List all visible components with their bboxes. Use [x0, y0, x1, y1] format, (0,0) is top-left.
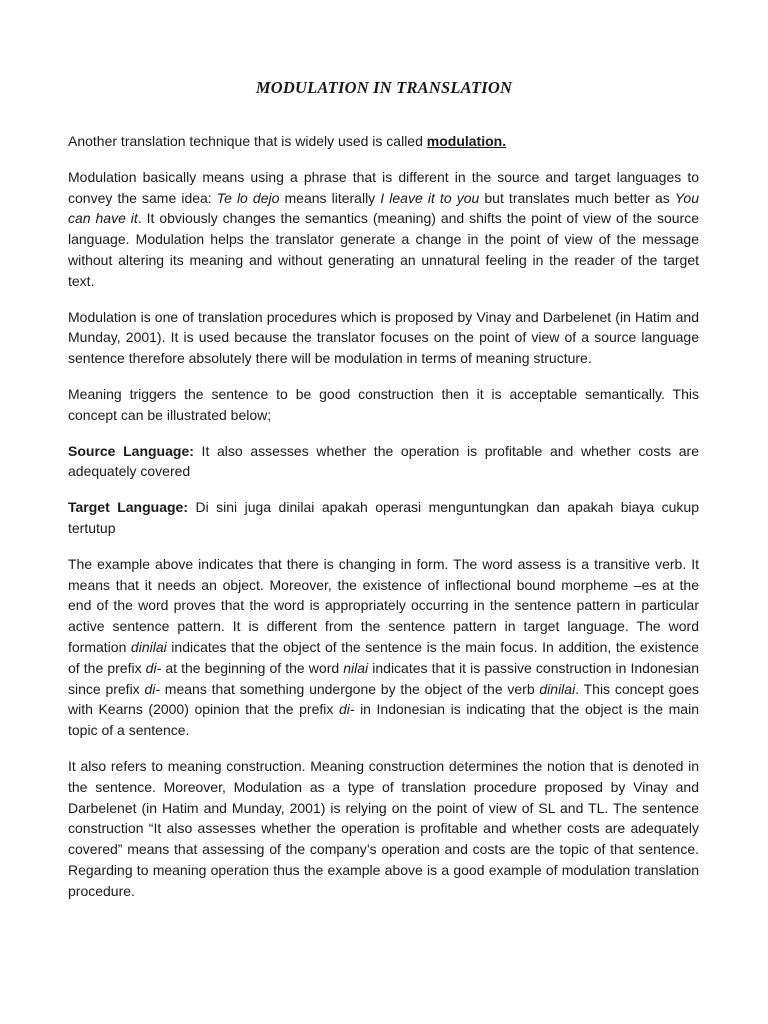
paragraph-meaning: Meaning triggers the sentence to be good construction then it is acceptable semantically. This concept can be illustrated below;: [68, 385, 699, 423]
text-segment: indicates that it is passive construction in Indonesian since prefix: [68, 659, 700, 697]
text-segment: . This concept goes with Kearns (2000) opinion that the prefix: [68, 680, 699, 718]
source-language-label: Source Language:: [68, 442, 194, 459]
italic-term: dinilai: [130, 638, 167, 655]
paragraph-conclusion: It also refers to meaning construction. Meaning construction determines the notion that is denoted in the sentence. Moreover, Modulation as a type of translation procedure proposed by Vinay and Darbelenet (in Hatim and Munday, 2001) is relying on the point of view of SL and TL. The sentence construction “It also assesses whether the operation is profitable and whether costs are adequately covered” means that assessing of the company’s operation and costs are the topic of that sentence. Regarding to meaning operation thus the example above is a good example of modulation translation procedure.: [68, 757, 699, 899]
term-modulation: modulation.: [426, 133, 507, 149]
italic-term: dinilai: [539, 680, 576, 697]
italic-term: di-: [145, 659, 162, 676]
italic-example-literal: I leave it to you: [380, 189, 480, 206]
italic-example-translation: You can have it: [68, 189, 699, 227]
italic-term: nilai: [343, 659, 369, 676]
source-language-text: It also assesses whether the operation is profitable and whether costs are adequately covered: [68, 442, 700, 480]
target-language-text: Di sini juga dinilai apakah operasi menguntungkan dan apakah biaya cukup tertutup: [68, 499, 699, 536]
paragraph-source-language: [68, 441, 699, 483]
text-segment: means literally: [279, 189, 381, 206]
italic-example-spanish: Te lo dejo: [216, 189, 280, 206]
text-segment: indicates that the object of the sentence is the main focus. In addition, the existence of the prefix: [68, 638, 699, 676]
text-segment: but translates much better as: [479, 189, 675, 206]
paragraph-analysis: [68, 554, 699, 741]
paragraph-target-language: [68, 497, 699, 539]
text-segment: The example above indicates that there is changing in form. The word assess is a transitive verb. It means that it needs an object. Moreover, the existence of inflectional bound morpheme –es at the end of the word proves that the word is appropriately occurring in the sentence pattern in particular active sentence pattern. It is different from the sentence pattern in target language. The word formation: [68, 555, 699, 655]
document-body: [68, 131, 699, 917]
paragraph-intro: [68, 131, 699, 152]
text-segment: means that something undergone by the object of the verb: [160, 680, 540, 697]
italic-term: di-: [338, 701, 355, 718]
italic-term: di-: [144, 680, 161, 697]
target-language-label: Target Language:: [68, 499, 188, 516]
text-segment: . It obviously changes the semantics (meaning) and shifts the point of view of the source language. Modulation helps the translator generate a change in the point of view of the message without altering its meaning and without generating an unnatural feeling in the reader of the target text.: [68, 210, 700, 289]
paragraph-definition: [68, 167, 699, 292]
text-segment: in Indonesian is indicating that the object is the main topic of a sentence.: [68, 701, 699, 739]
paragraph-procedure: Modulation is one of translation procedures which is proposed by Vinay and Darbelenet (in Hatim and Munday, 2001). It is used because the translator focuses on the point of view of a source language sentence therefore absolutely there will be modulation in terms of meaning structure.: [68, 308, 699, 367]
text-segment: Modulation basically means using a phrase that is different in the source and target languages to convey the same idea:: [68, 168, 699, 206]
paragraph-intro-text: Another translation technique that is widely used is called: [68, 133, 427, 149]
text-segment: at the beginning of the word: [161, 659, 344, 676]
document-title: MODULATION IN TRANSLATION: [255, 78, 513, 97]
